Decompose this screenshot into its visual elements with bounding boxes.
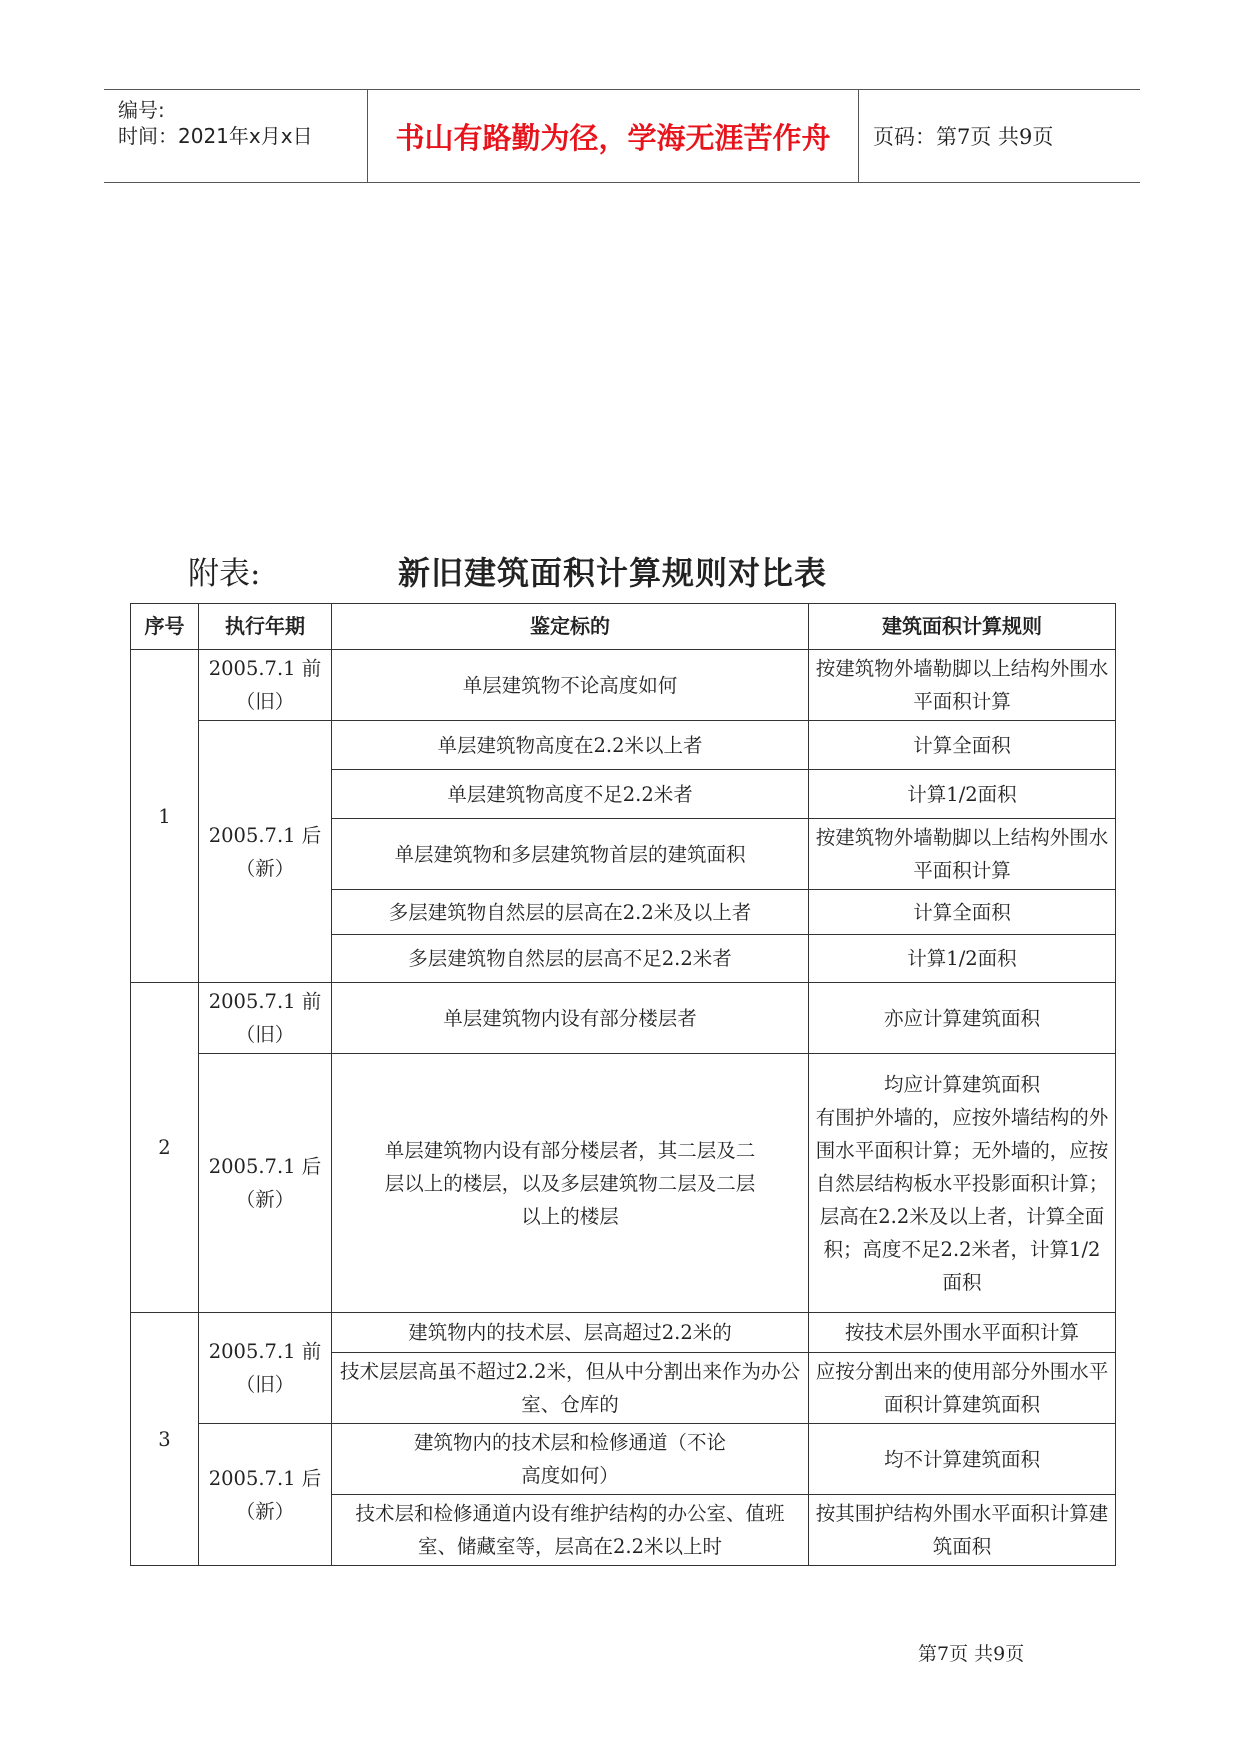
subject-cell: 单层建筑物高度不足2.2米者 <box>332 770 809 819</box>
subject-cell: 单层建筑物不论高度如何 <box>332 650 809 721</box>
column-header-no: 序号 <box>131 604 199 650</box>
column-header-subject: 鉴定标的 <box>332 604 809 650</box>
subject-cell: 单层建筑物和多层建筑物首层的建筑面积 <box>332 819 809 890</box>
rules-comparison-table <box>130 603 1116 1566</box>
subject-cell: 单层建筑物内设有部分楼层者 <box>332 983 809 1054</box>
subject-cell: 技术层和检修通道内设有维护结构的办公室、值班室、储藏室等，层高在2.2米以上时 <box>332 1495 809 1566</box>
table-title: 新旧建筑面积计算规则对比表 <box>398 554 828 592</box>
period-old: 2005.7.1 前（旧） <box>199 983 332 1054</box>
rule-cell: 按其围护结构外围水平面积计算建筑面积 <box>809 1495 1116 1566</box>
table-row <box>131 1424 1116 1495</box>
rule-cell: 计算1/2面积 <box>809 770 1116 819</box>
subject-cell: 单层建筑物内设有部分楼层者，其二层及二层以上的楼层，以及多层建筑物二层及二层以上的楼层 <box>332 1054 809 1313</box>
table-row <box>131 721 1116 770</box>
rule-cell: 应按分割出来的使用部分外围水平面积计算建筑面积 <box>809 1353 1116 1424</box>
subject-cell: 建筑物内的技术层和检修通道（不论高度如何） <box>332 1424 809 1495</box>
header-motto: 书山有路勤为径，学海无涯苦作舟 <box>368 90 859 182</box>
subject-cell: 建筑物内的技术层、层高超过2.2米的 <box>332 1313 809 1353</box>
table-row <box>131 650 1116 721</box>
rule-heading: 均应计算建筑面积 <box>883 1072 1040 1096</box>
table-row <box>131 983 1116 1054</box>
period-new: 2005.7.1 后（新） <box>199 1054 332 1313</box>
subject-cell: 技术层层高虽不超过2.2米，但从中分割出来作为办公室、仓库的 <box>332 1353 809 1424</box>
period-old: 2005.7.1 前（旧） <box>199 1313 332 1424</box>
rule-detail: 有围护外墙的，应按外墙结构的外围水平面积计算；无外墙的，应按自然层结构板水平投影面积计算；层高在2.2米及以上者，计算全面积；高度不足2.2米者，计算1/2面积 <box>815 1105 1109 1294</box>
rule-cell: 亦应计算建筑面积 <box>809 983 1116 1054</box>
header-page-info: 页码：第7页 共9页 <box>873 125 1054 149</box>
page-footer: 第7页 共9页 <box>918 1643 1025 1665</box>
rule-cell: 按建筑物外墙勒脚以上结构外围水平面积计算 <box>809 650 1116 721</box>
column-header-rule: 建筑面积计算规则 <box>809 604 1116 650</box>
rule-cell: 计算全面积 <box>809 890 1116 935</box>
period-old: 2005.7.1 前（旧） <box>199 650 332 721</box>
rule-cell: 按技术层外围水平面积计算 <box>809 1313 1116 1353</box>
row-number: 3 <box>131 1313 199 1566</box>
table-row <box>131 1313 1116 1353</box>
header-meta <box>104 90 368 182</box>
subject-cell: 单层建筑物高度在2.2米以上者 <box>332 721 809 770</box>
table-row <box>131 1054 1116 1313</box>
rule-cell: 计算1/2面积 <box>809 935 1116 983</box>
column-header-period: 执行年期 <box>199 604 332 650</box>
subject-cell: 多层建筑物自然层的层高在2.2米及以上者 <box>332 890 809 935</box>
rule-cell: 均不计算建筑面积 <box>809 1424 1116 1495</box>
row-number: 1 <box>131 650 199 983</box>
caption-prefix: 附表: <box>188 556 261 592</box>
table-header-row <box>131 604 1116 650</box>
row-number: 2 <box>131 983 199 1313</box>
rule-cell: 计算全面积 <box>809 721 1116 770</box>
document-time-label: 时间：2021年x月x日 <box>118 124 313 148</box>
period-new: 2005.7.1 后（新） <box>199 721 332 983</box>
subject-cell: 多层建筑物自然层的层高不足2.2米者 <box>332 935 809 983</box>
period-new: 2005.7.1 后（新） <box>199 1424 332 1566</box>
document-number-label: 编号: <box>118 98 165 122</box>
rule-cell: 按建筑物外墙勒脚以上结构外围水平面积计算 <box>809 819 1116 890</box>
rule-cell <box>809 1054 1116 1313</box>
page-header <box>104 89 1140 183</box>
